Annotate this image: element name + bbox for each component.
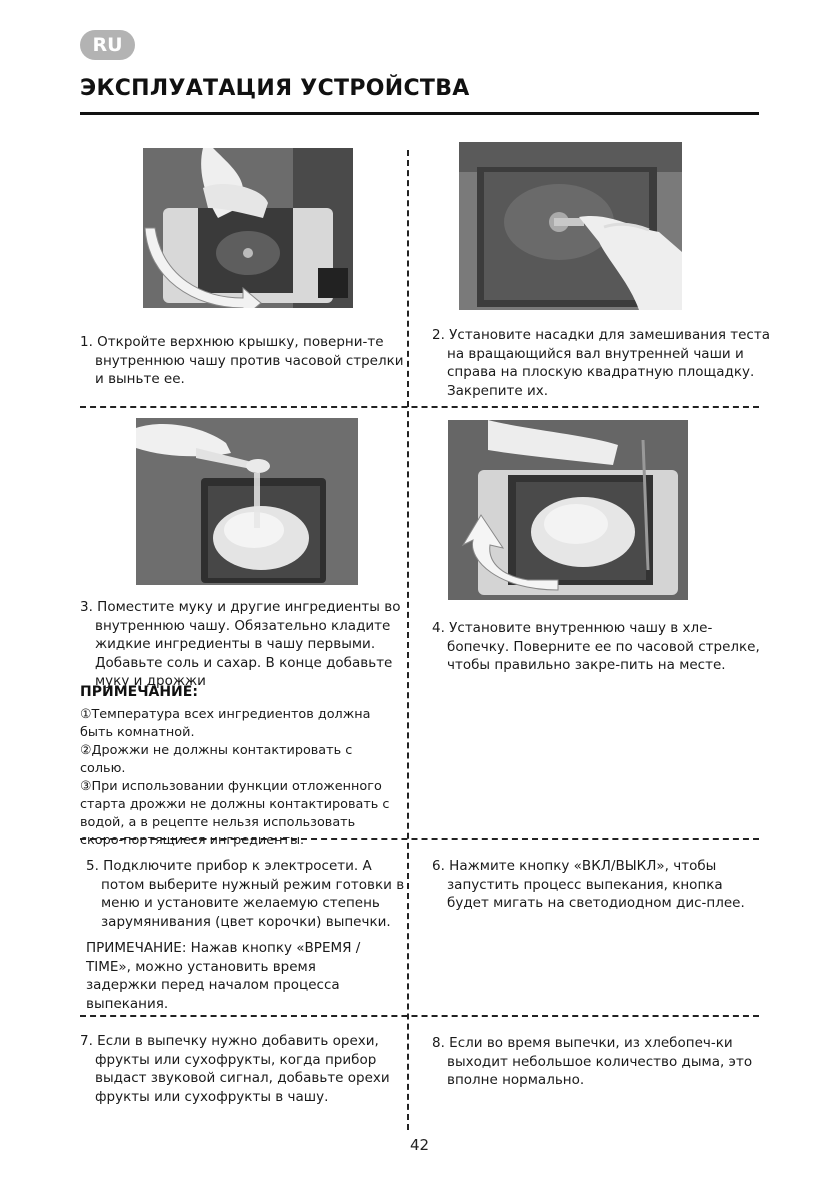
step-5-text: 5. Подключите прибор к электросети. А потом выберите нужный режим готовки в меню и установите желаемую степень зарумянивания (цвет корочки) выпечки.: [86, 858, 405, 930]
step-4-text: 4. Установите внутреннюю чашу в хле-бопечку. Поверните ее по часовой стрелке, чтобы правильно закре-пить на месте.: [432, 620, 760, 673]
horizontal-divider: [80, 1015, 759, 1017]
step-1-text: 1. Откройте верхнюю крышку, поверни-те внутреннюю чашу против часовой стрелки и выньте ее.: [80, 334, 404, 387]
horizontal-divider: [80, 406, 759, 408]
photo-add-flour: [136, 418, 358, 585]
photo-install-bowl: [448, 420, 688, 600]
step-8-text: 8. Если во время выпечки, из хлебопеч-ки выходит небольшое количество дыма, это вполне нормально.: [432, 1035, 753, 1088]
step-7-text: 7. Если в выпечку нужно добавить орехи, фрукты или сухофрукты, когда прибор выдаст звуковой сигнал, добавьте орехи фрукты или сухофрукты в чашу.: [80, 1033, 390, 1105]
language-badge: RU: [80, 30, 135, 60]
photo-install-paddle: [459, 142, 682, 310]
step-2-text: 2. Установите насадки для замешивания теста на вращающийся вал внутренней чаши и справа на плоскую квадратную площадку. Закрепите их.: [432, 327, 770, 399]
title-underline: [80, 112, 759, 115]
note-item: ②Дрожжи не должны контактировать с солью.: [80, 743, 353, 776]
timer-note: ПРИМЕЧАНИЕ: Нажав кнопку «ВРЕМЯ / TIME», можно установить время задержки перед началом процесса выпекания.: [86, 940, 361, 1012]
page-number: 42: [409, 1136, 430, 1154]
note-item: ①Температура всех ингредиентов должна быть комнатной.: [80, 707, 371, 740]
step-3-text: 3. Поместите муку и другие ингредиенты во внутреннюю чашу. Обязательно кладите жидкие ингредиенты в чашу первыми. Добавьте соль и сахар. В конце добавьте муку и дрожжи: [80, 599, 401, 689]
photo-remove-bowl: [143, 148, 353, 308]
note-item: ③При использовании функции отложенного старта дрожжи не должны контактировать с водой, а в рецепте нельзя использовать скоро-портящиеся ингредиенты.: [80, 779, 390, 848]
note-heading: ПРИМЕЧАНИЕ:: [80, 684, 198, 700]
note-list: [80, 706, 400, 850]
step-6-text: 6. Нажмите кнопку «ВКЛ/ВЫКЛ», чтобы запустить процесс выпекания, кнопка будет мигать на светодиодном дис-плее.: [432, 858, 745, 911]
page-title: ЭКСПЛУАТАЦИЯ УСТРОЙСТВА: [80, 76, 470, 101]
